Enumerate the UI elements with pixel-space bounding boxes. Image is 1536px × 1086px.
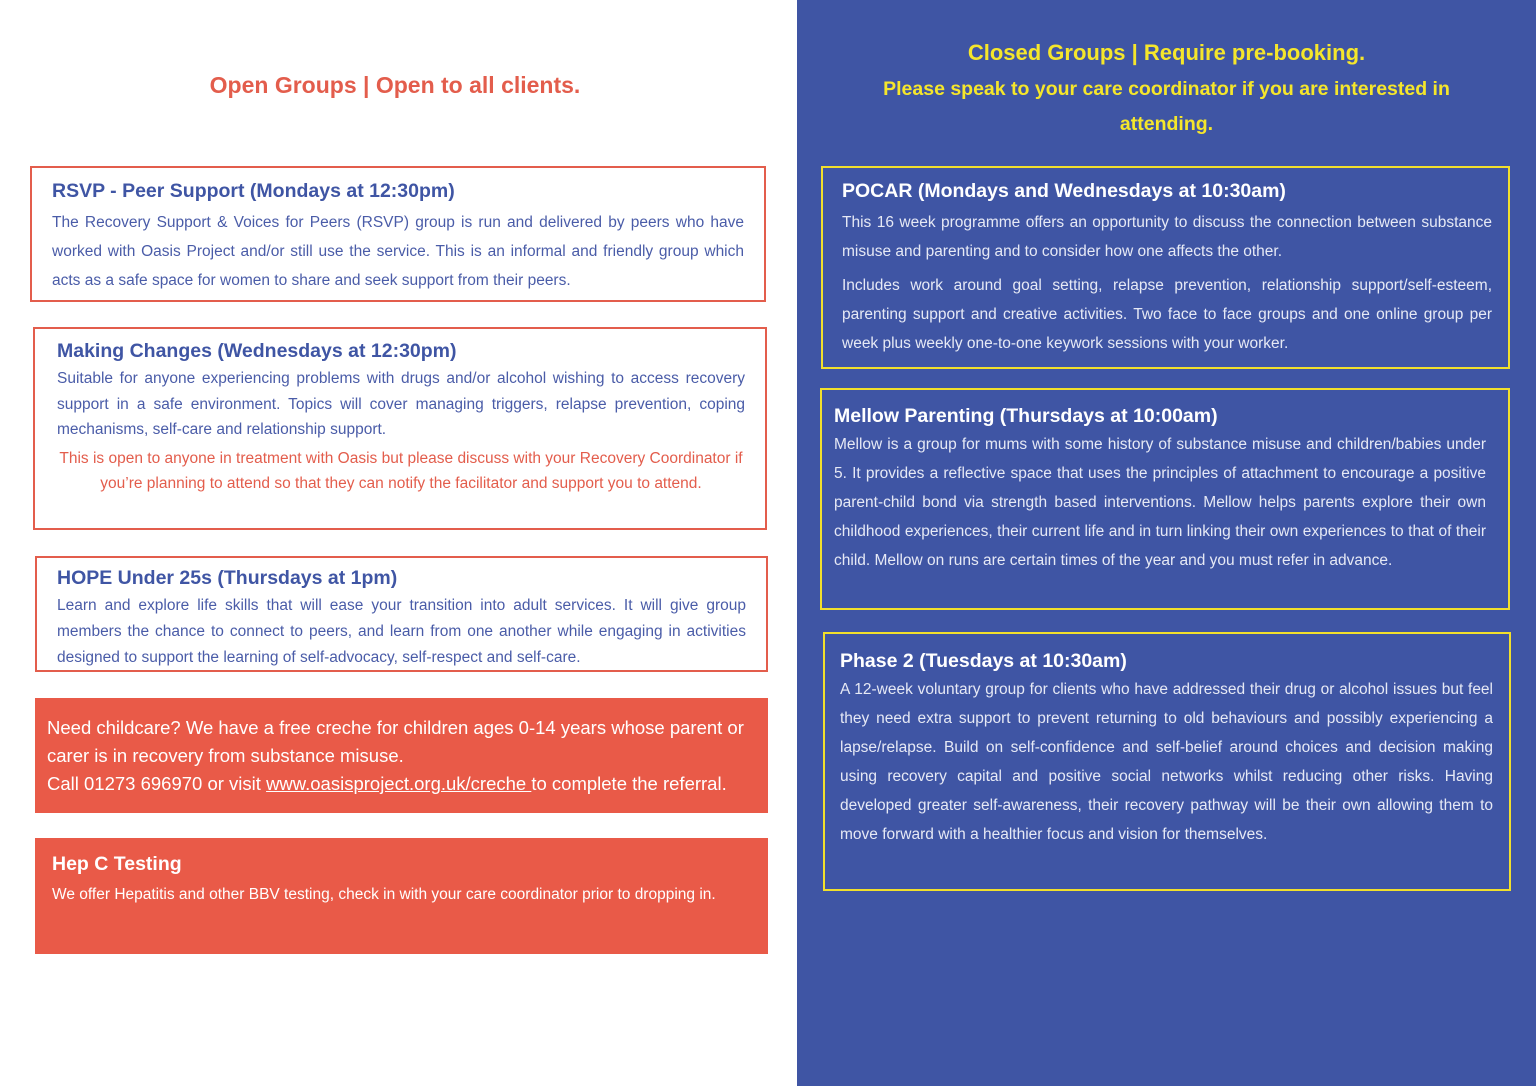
hep-c-testing-banner [35, 838, 768, 954]
closed-groups-heading: Closed Groups | Require pre-booking. [967, 40, 1366, 65]
phase-2-title: Phase 2 (Tuesdays at 10:30am) [840, 650, 1127, 672]
childcare-call-suffix: to complete the referral. [531, 773, 727, 794]
rsvp-title: RSVP - Peer Support (Mondays at 12:30pm) [52, 180, 455, 202]
hope-title: HOPE Under 25s (Thursdays at 1pm) [57, 567, 398, 589]
childcare-text: Need childcare? We have a free creche for children ages 0-14 years whose parent or carer is in recovery from substance misuse. [47, 717, 744, 766]
hope-group-card [35, 556, 768, 672]
childcare-call-line [47, 770, 760, 798]
making-changes-description: Suitable for anyone experiencing problems with drugs and/or alcohol wishing to access recovery support in a safe environment. Topics will cover managing triggers, relapse prevention, coping mechanisms, self-care and relationship support. [57, 370, 745, 438]
childcare-call-prefix: Call 01273 696970 or visit [47, 773, 267, 794]
making-changes-note: This is open to anyone in treatment with Oasis but please discuss with your Recovery Coordinator if you’re planning to attend so that they can notify the facilitator and support you to attend. [59, 449, 743, 492]
rsvp-description: The Recovery Support & Voices for Peers (RSVP) group is run and delivered by peers who have worked with Oasis Project and/or still use the service. This is an informal and friendly group which acts as a safe space for women to share and seek support from their peers. [52, 214, 744, 289]
mellow-title: Mellow Parenting (Thursdays at 10:00am) [834, 405, 1218, 427]
open-groups-heading: Open Groups | Open to all clients. [209, 72, 581, 98]
childcare-banner [35, 698, 768, 813]
pocar-description: This 16 week programme offers an opportunity to discuss the connection between substance misuse and parenting and to consider how one affects the other. [842, 214, 1492, 260]
creche-referral-link[interactable]: www.oasisproject.org.uk/creche [266, 773, 532, 794]
making-changes-group-card [33, 327, 767, 530]
mellow-description: Mellow is a group for mums with some history of substance misuse and children/babies under 5. It provides a reflective space that uses the principles of attachment to encourage a positive parent-child bond via strength based interventions. Mellow helps parents explore their own childhood experiences, their current life and in turn linking their own experiences to that of their child. Mellow on runs are certain times of the year and you must refer in advance. [834, 436, 1486, 569]
hep-c-title: Hep C Testing [52, 853, 182, 875]
pocar-includes: Includes work around goal setting, relapse prevention, relationship support/self-esteem, parenting support and creative activities. Two face to face groups and one online group per week plus weekly one-to-one keywork sessions with your worker. [842, 277, 1492, 352]
making-changes-title: Making Changes (Wednesdays at 12:30pm) [57, 340, 457, 362]
hope-description: Learn and explore life skills that will ease your transition into adult services. It will give group members the chance to connect to peers, and learn from one another while engaging in activities designed to support the learning of self-advocacy, self-respect and self-care. [57, 597, 746, 666]
pocar-group-card [821, 166, 1510, 369]
closed-groups-subheading: Please speak to your care coordinator if you are interested in attending. [883, 78, 1450, 135]
rsvp-group-card [30, 166, 766, 302]
pocar-title: POCAR (Mondays and Wednesdays at 10:30am) [842, 180, 1286, 202]
phase-2-description: A 12-week voluntary group for clients who have addressed their drug or alcohol issues but feel they need extra support to prevent returning to old behaviours and possibly experiencing a lapse/relapse. Build on self-confidence and self-belief around choices and decision making using recovery capital and positive social networks whilst reducing other risks. Having developed greater self-awareness, their recovery pathway will be their own allowing them to move forward with a healthier focus and vision for themselves. [840, 681, 1493, 843]
hep-c-description: We offer Hepatitis and other BBV testing, check in with your care coordinator prior to dropping in. [52, 886, 716, 903]
mellow-parenting-group-card [820, 388, 1510, 610]
phase-2-group-card [823, 632, 1511, 891]
